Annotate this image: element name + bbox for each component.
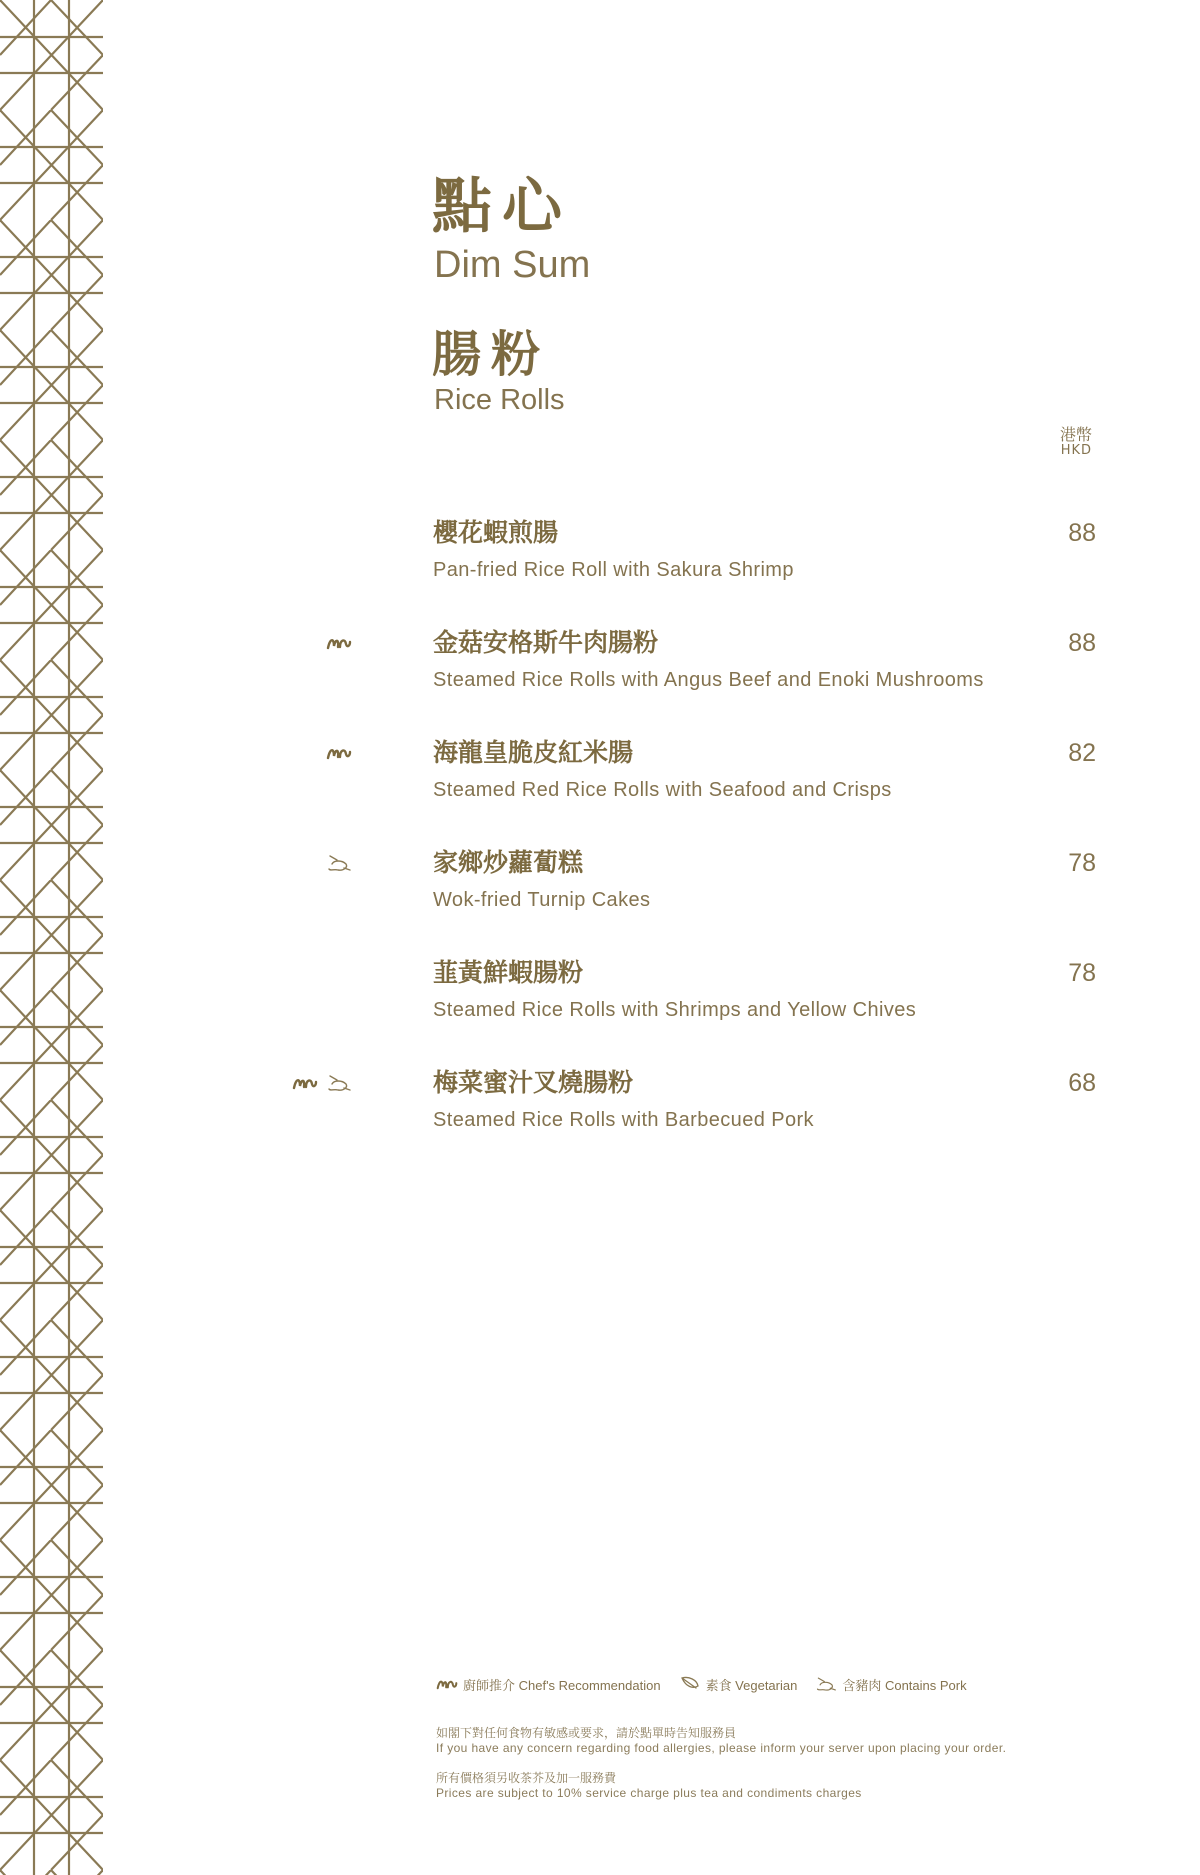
dish-name: Steamed Rice Rolls with Angus Beef and Enoki Mushrooms (433, 669, 984, 691)
menu-item (360, 737, 1096, 827)
section-title: Rice Rolls (434, 384, 565, 416)
service-charge-notice-english: Prices are subject to 10% service charge plus tea and condiments charges (436, 1786, 862, 1800)
leaf-icon (679, 1674, 701, 1694)
allergy-notice-english: If you have any concern regarding food allergies, please inform your server upon placing your order. (436, 1741, 1007, 1755)
menu-item (360, 847, 1096, 937)
allergy-notice (436, 1726, 1006, 1756)
service-charge-notice-chinese: 所有價格須另收茶芥及加一服務費 (436, 1771, 617, 1785)
contains-pork-icon (326, 1072, 352, 1094)
page-title-chinese: 點心 (432, 172, 572, 242)
chef-recommendation-icon (326, 742, 352, 764)
dish-name: Steamed Rice Rolls with Barbecued Pork (433, 1109, 814, 1131)
menu-item (360, 957, 1096, 1047)
dish-name-chinese: 梅菜蜜汁叉燒腸粉 (433, 1068, 634, 1097)
chef-recommendation-icon (436, 1674, 458, 1694)
legend-chef-label: 廚師推介 Chef's Recommendation (463, 1677, 661, 1693)
dish-price: 78 (1068, 959, 1096, 987)
menu-item (360, 627, 1096, 717)
legend-pork-label: 含豬肉 Contains Pork (842, 1677, 967, 1693)
dish-price: 82 (1068, 739, 1096, 767)
lattice-pattern-border (0, 0, 103, 1875)
dish-name: Steamed Rice Rolls with Shrimps and Yellow Chives (433, 999, 917, 1021)
dish-price: 88 (1068, 629, 1096, 657)
menu-item-icons (326, 739, 352, 767)
dish-name-chinese: 韮黃鮮蝦腸粉 (433, 958, 584, 987)
dish-price: 68 (1068, 1069, 1096, 1097)
icon-legend (436, 1674, 985, 1694)
page-title: Dim Sum (434, 244, 591, 286)
dish-name: Steamed Red Rice Rolls with Seafood and Crisps (433, 779, 892, 801)
menu-item-icons (326, 849, 352, 877)
chef-recommendation-icon (292, 1072, 318, 1094)
currency-label-chinese: 港幣 (1059, 425, 1092, 444)
menu-item-icons (292, 1069, 352, 1097)
currency-label-english: HKD (1060, 443, 1092, 458)
menu-item-icons (326, 629, 352, 657)
allergy-notice-chinese: 如閣下對任何食物有敏感或要求，請於點單時告知服務員 (436, 1726, 737, 1740)
contains-pork-icon (815, 1674, 837, 1694)
section-title-chinese: 腸粉 (432, 325, 551, 383)
dish-name: Wok-fried Turnip Cakes (433, 889, 651, 911)
legend-vegetarian (679, 1674, 798, 1694)
dish-name-chinese: 金菇安格斯牛肉腸粉 (433, 628, 659, 657)
currency-label (1060, 427, 1092, 459)
dish-name-chinese: 家鄉炒蘿蔔糕 (433, 848, 584, 877)
chef-recommendation-icon (326, 632, 352, 654)
legend-vegetarian-label: 素食 Vegetarian (705, 1677, 798, 1693)
legend-chef-recommendation (436, 1674, 661, 1694)
legend-contains-pork (815, 1674, 966, 1694)
menu-item (360, 517, 1096, 607)
contains-pork-icon (326, 852, 352, 874)
dish-name: Pan-fried Rice Roll with Sakura Shrimp (433, 559, 794, 581)
dish-name-chinese: 櫻花蝦煎腸 (433, 518, 559, 547)
dish-price: 88 (1068, 519, 1096, 547)
dish-name-chinese: 海龍皇脆皮紅米腸 (433, 738, 634, 767)
menu-item (360, 1067, 1096, 1157)
dish-price: 78 (1068, 849, 1096, 877)
service-charge-notice (436, 1771, 862, 1801)
